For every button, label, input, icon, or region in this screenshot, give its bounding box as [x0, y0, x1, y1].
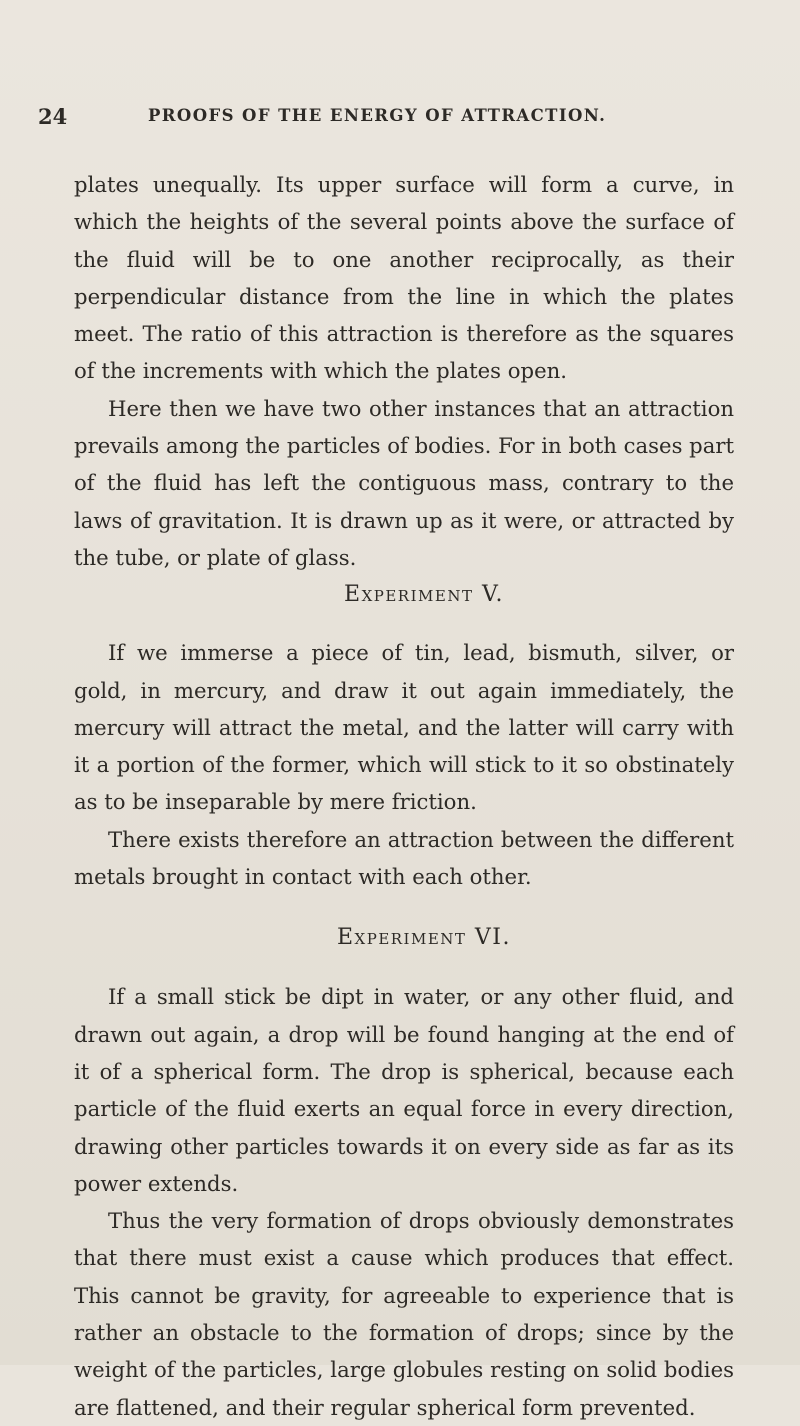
- paragraph-immerse-metal: If we immerse a piece of tin, lead, bismuth, silver, or gold, in mercury, and draw it out again immediately, the mercury will attract the metal, and the latter will carry with it a portion of the former, which will stick to it so obstinately as to be inseparable by mere friction.: [74, 640, 734, 815]
- page-body: [74, 166, 734, 1426]
- paragraph-plates-unequally: plates unequally. Its upper surface will form a curve, in which the heights of the several points above the surface of the fluid will be to one another reciprocally, as their perpendicular distance from the line in which the plates meet. The ratio of this attraction is therefore as the squares of the increments with which the plates open.: [74, 172, 734, 384]
- running-title: PROOFS OF THE ENERGY OF ATTRACTION.: [148, 106, 607, 125]
- page-header: [38, 104, 760, 134]
- page-number: 24: [38, 104, 68, 129]
- paragraph-small-stick: If a small stick be dipt in water, or any other fluid, and drawn out again, a drop will be found hanging at the end of it of a spherical form. The drop is spherical, because each particle of the fluid exerts an equal force in every direction, drawing other particles towards it on every side as far as its power extends.: [74, 984, 734, 1196]
- heading-experiment-5: Experiment V.: [344, 582, 504, 608]
- heading-experiment-6: Experiment VI.: [336, 925, 511, 951]
- paragraph-formation-of-drops: Thus the very formation of drops obviously demonstrates that there must exist a cause which produces that effect. This cannot be gravity, for agreeable to experience that is rather an obstacle to the formation of drops; since by the weight of the particles, large globules resting on solid bodies are flattened, and their regular spherical form prevented.: [74, 1208, 734, 1420]
- paragraph-two-instances: Here then we have two other instances that an attraction prevails among the particles of bodies. For in both cases part of the fluid has left the contiguous mass, contrary to the laws of gravitation. It is drawn up as it were, or attracted by the tube, or plate of glass.: [74, 395, 735, 570]
- paragraph-attraction-metals: There exists therefore an attraction between the different metals brought in contact with each other.: [74, 826, 734, 890]
